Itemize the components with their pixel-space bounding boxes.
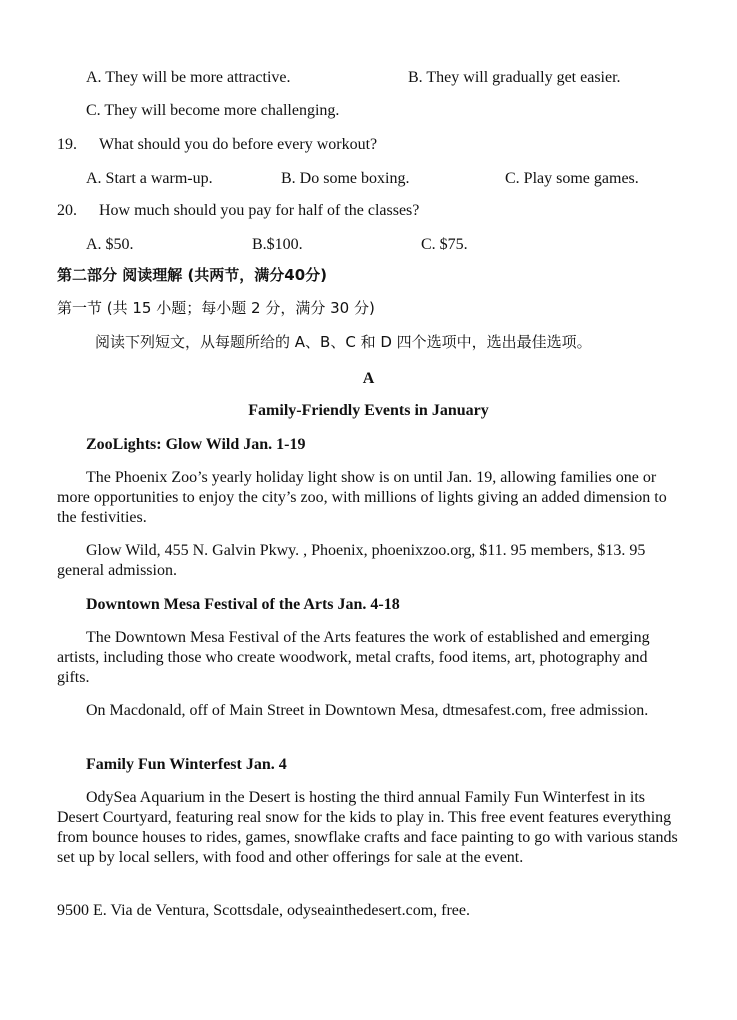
q19-question: What should you do before every workout? — [99, 136, 378, 153]
q20-question: How much should you pay for half of the classes? — [99, 202, 420, 219]
q18-option-a: A. They will be more attractive. — [86, 69, 291, 86]
q19-option-a: A. Start a warm-up. — [86, 170, 213, 187]
event-heading: ZooLights: Glow Wild Jan. 1-19 — [86, 436, 306, 453]
passage-letter: A — [362, 370, 375, 387]
q20-option-a: A. $50. — [86, 236, 134, 253]
event-description: The Phoenix Zoo’s yearly holiday light show is on until Jan. 19, allowing families one or more opportunities to enjoy the city’s zoo, with millions of lights giving an added dimension to the festivities. — [57, 469, 667, 526]
q20-option-b: B.$100. — [252, 236, 303, 253]
q18-option-b: B. They will gradually get easier. — [408, 69, 621, 86]
part2-section1: 第一节 (共 15 小题；每小题 2 分，满分 30 分) — [57, 299, 375, 317]
part2-instruction: 阅读下列短文，从每题所给的 A、B、C 和 D 四个选项中，选出最佳选项。 — [95, 333, 592, 351]
q19-number: 19. — [57, 136, 77, 153]
passage-title: Family-Friendly Events in January — [248, 402, 489, 419]
event-heading: Family Fun Winterfest Jan. 4 — [86, 756, 287, 773]
event-details: On Macdonald, off of Main Street in Downtown Mesa, dtmesafest.com, free admission. — [86, 702, 649, 719]
event-heading: Downtown Mesa Festival of the Arts Jan. 4-18 — [86, 596, 400, 613]
event-details: Glow Wild, 455 N. Galvin Pkwy. , Phoenix, phoenixzoo.org, $11. 95 members, $13. 95 general admission. — [57, 542, 646, 579]
q19-option-c: C. Play some games. — [505, 170, 639, 187]
q18-option-c: C. They will become more challenging. — [86, 102, 340, 119]
q19-option-b: B. Do some boxing. — [281, 170, 410, 187]
event-description: The Downtown Mesa Festival of the Arts features the work of established and emerging artists, including those who create woodwork, metal crafts, food items, art, photography and gifts. — [57, 629, 650, 686]
part2-heading: 第二部分 阅读理解 (共两节，满分40分) — [57, 266, 328, 284]
q20-number: 20. — [57, 202, 77, 219]
event-details: 9500 E. Via de Ventura, Scottsdale, odyseainthedesert.com, free. — [57, 902, 470, 919]
q20-option-c: C. $75. — [421, 236, 468, 253]
event-description: OdySea Aquarium in the Desert is hosting the third annual Family Fun Winterfest in its Desert Courtyard, featuring real snow for the kids to play in. This free event features everything from bounce houses to rides, games, snowflake crafts and face painting to go with various stands set up by local sellers, with food and other offerings for sale at the event. — [57, 789, 678, 866]
